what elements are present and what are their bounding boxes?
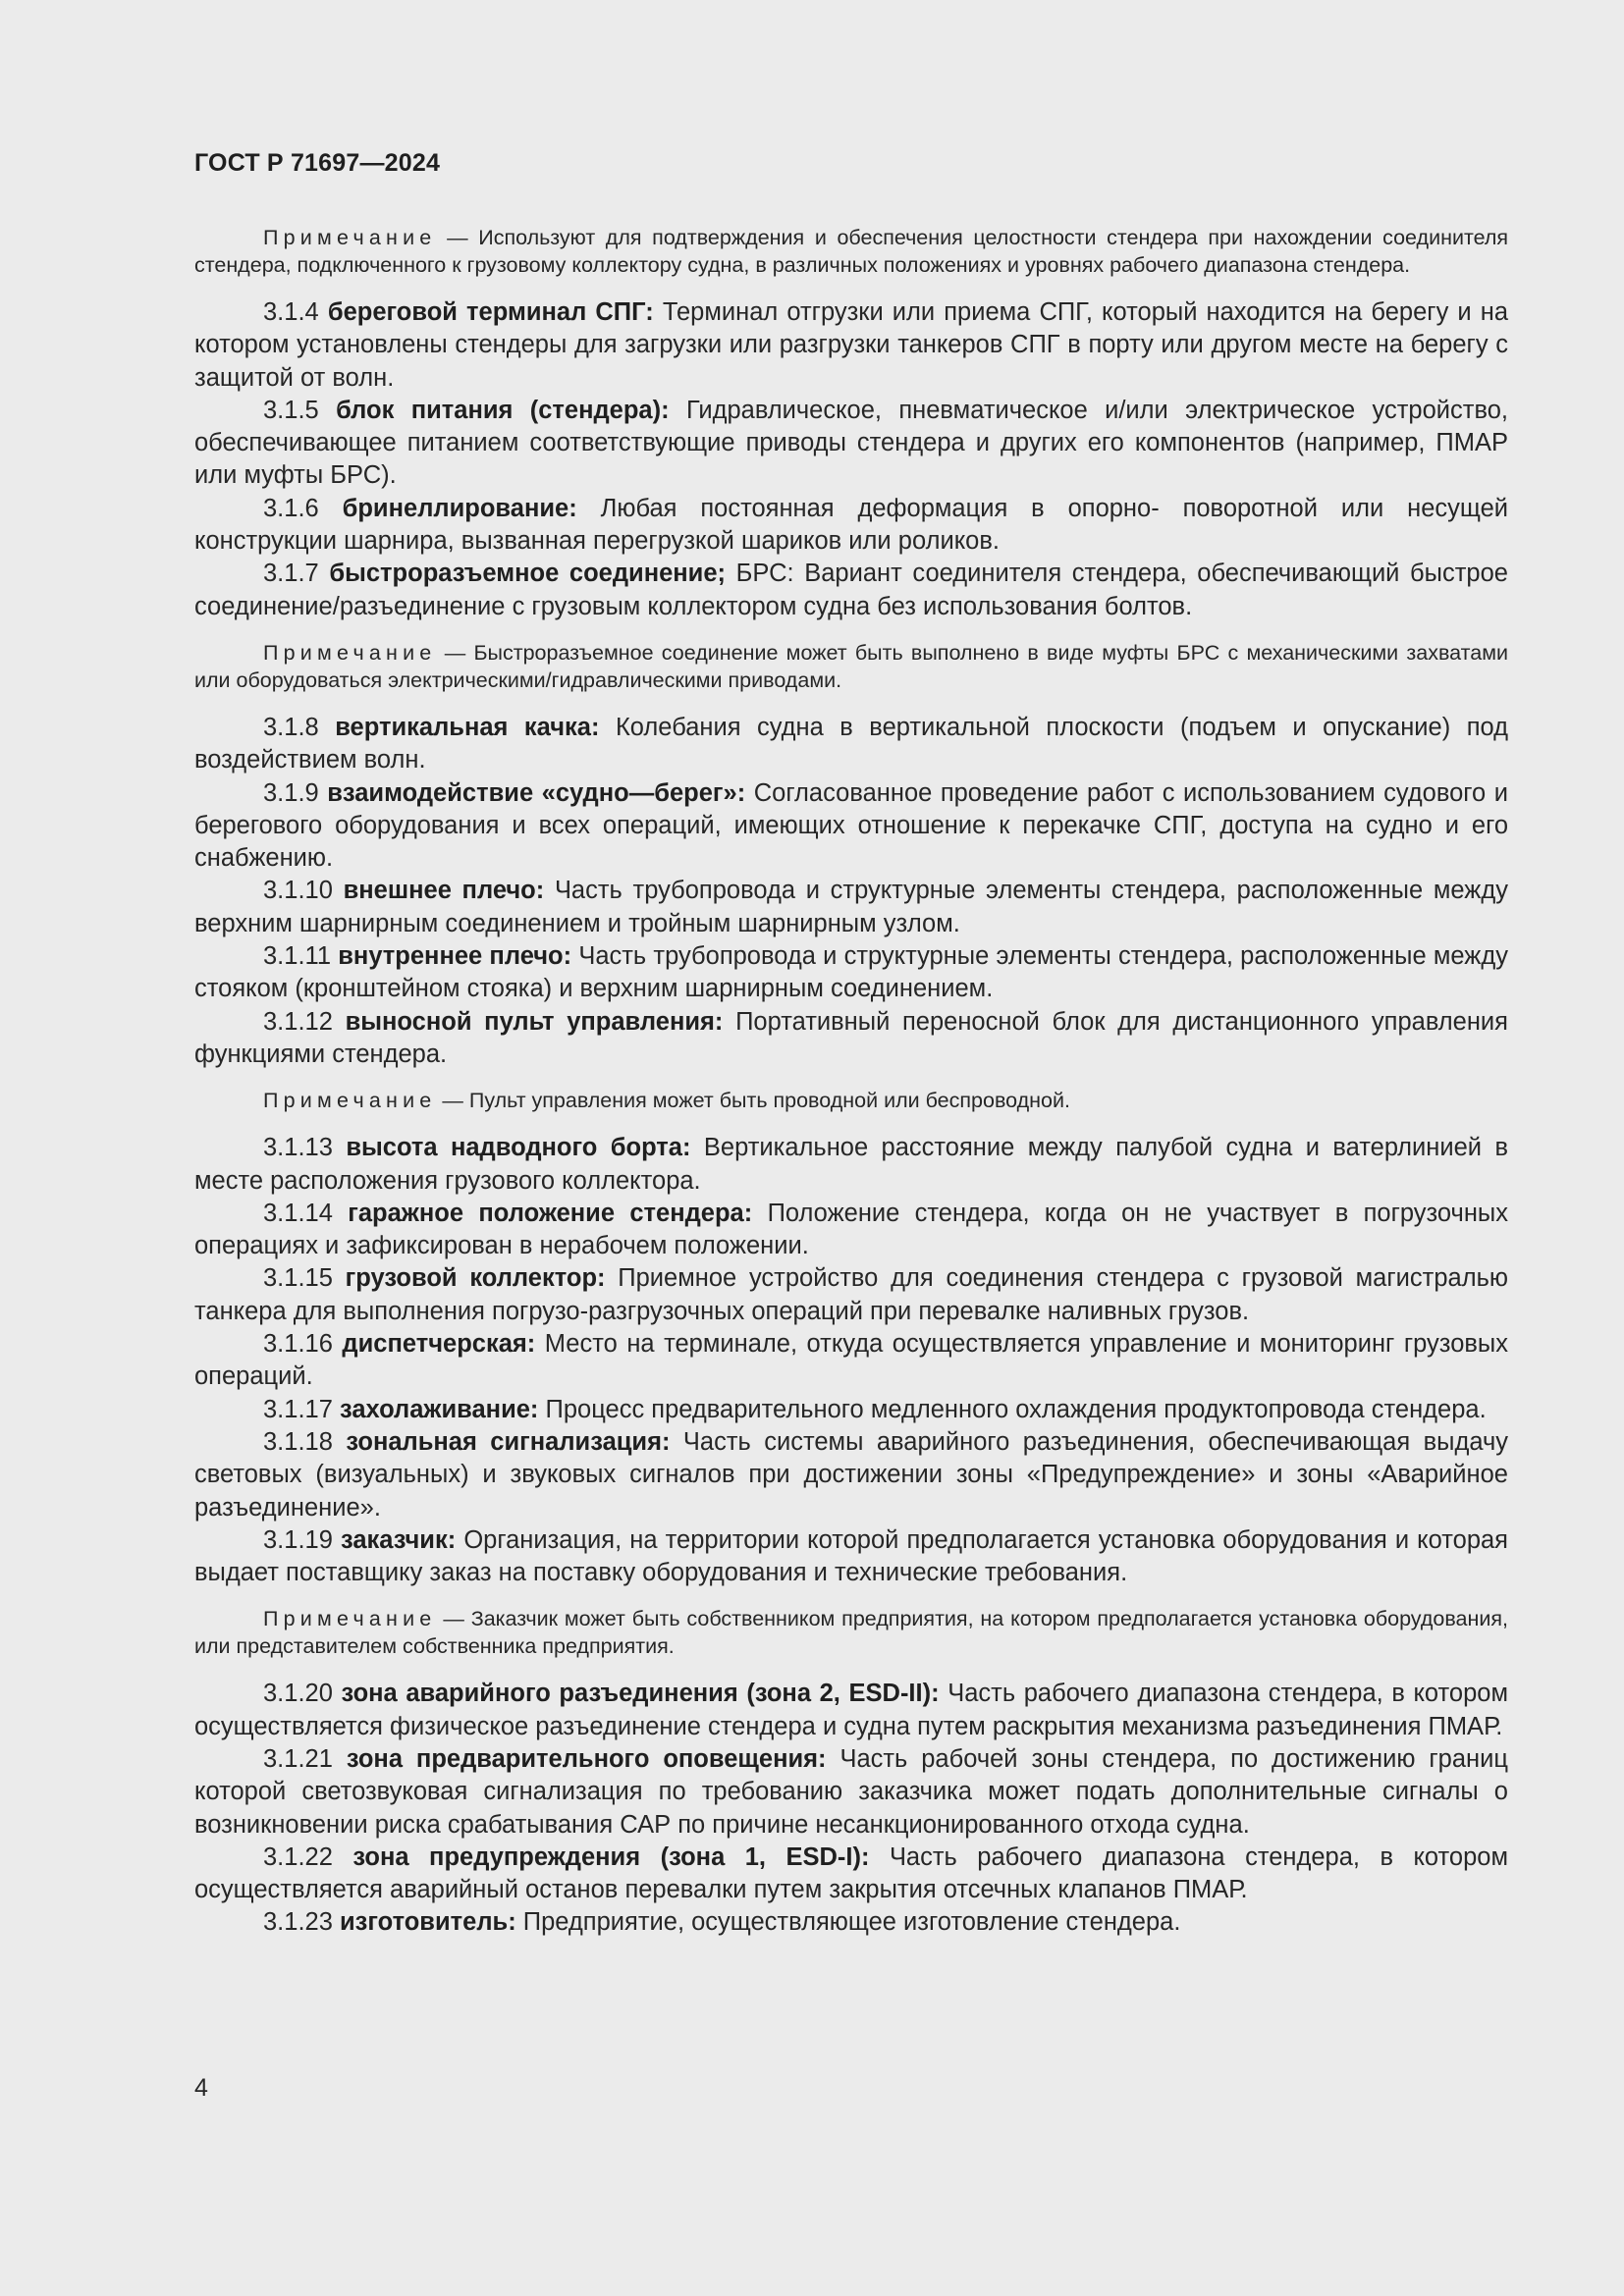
term-text: БРС: Вариант соединителя стендера, обеспечивающий быстрое соединение/разъединение с грузовым коллектором судна без использования болтов. [194, 560, 1508, 620]
term-name: зона предварительного оповещения: [346, 1744, 827, 1773]
term-definition [194, 1842, 1508, 1907]
term-number: 3.1.15 [263, 1264, 333, 1293]
term-name: береговой терминал СПГ: [327, 298, 654, 326]
term-definition [194, 558, 1508, 623]
term-number: 3.1.20 [263, 1680, 333, 1708]
note-dash: — [436, 640, 474, 665]
term-number: 3.1.10 [263, 877, 333, 905]
term-text: Часть трубопровода и структурные элементы стендера, расположенные между верхним шарнирным соединением и тройным шарнирным узлом. [194, 877, 1508, 937]
note-dash: — [436, 1089, 469, 1113]
term-definition [194, 1906, 1508, 1939]
term-definition [194, 296, 1508, 395]
note-text: Быстроразъемное соединение может быть выполнено в виде муфты БРС с механическими захватами или оборудоваться электрическими/гидравлическими приводами. [194, 640, 1508, 692]
term-definition [194, 1006, 1508, 1072]
term-text: Часть рабочего диапазона стендера, в котором осуществляется аварийный останов перевалки путем закрытия отсечных клапанов ПМАР. [194, 1842, 1508, 1904]
term-number: 3.1.22 [263, 1842, 333, 1871]
term-number: 3.1.6 [263, 494, 319, 522]
term-text: Предприятие, осуществляющее изготовление стендера. [522, 1908, 1181, 1937]
note-paragraph [194, 224, 1508, 279]
term-definition [194, 1524, 1508, 1590]
term-text: Вертикальное расстояние между палубой судна и ватерлинией в месте расположения грузового коллектора. [194, 1134, 1508, 1195]
term-name: высота надводного борта: [346, 1134, 691, 1162]
term-text: Портативный переносной блок для дистанционного управления функциями стендера. [194, 1007, 1508, 1068]
term-definition [194, 1132, 1508, 1198]
term-number: 3.1.8 [263, 713, 319, 741]
term-definition [194, 1743, 1508, 1842]
term-number: 3.1.7 [263, 560, 319, 588]
term-text: Организация, на территории которой предполагается установка оборудования и которая выдает поставщику заказ на поставку оборудования и технические требования. [194, 1525, 1508, 1587]
term-text: Гидравлическое, пневматическое и/или электрическое устройство, обеспечивающее питанием соответствующие приводы стендера и других его компонентов (например, ПМАР или муфты БРС). [194, 396, 1508, 490]
term-number: 3.1.19 [263, 1525, 333, 1554]
term-text: Часть системы аварийного разъединения, обеспечивающая выдачу световых (визуальных) и звуковых сигналов при достижении зоны «Предупреждение» и зоны «Аварийное разъединение». [194, 1427, 1508, 1522]
term-number: 3.1.14 [263, 1199, 333, 1227]
term-number: 3.1.13 [263, 1134, 333, 1162]
term-name: захолаживание: [340, 1395, 539, 1423]
note-label: Примечание [263, 226, 437, 249]
note-dash: — [436, 1607, 471, 1631]
page-number: 4 [194, 2074, 208, 2102]
term-number: 3.1.21 [263, 1744, 333, 1773]
term-definition [194, 1328, 1508, 1394]
term-name: выносной пульт управления: [345, 1007, 724, 1036]
term-text: Любая постоянная деформация в опорно- поворотной или несущей конструкции шарнира, вызванная перегрузкой шариков или роликов. [194, 494, 1508, 556]
term-definition [194, 1262, 1508, 1328]
term-text: Часть рабочего диапазона стендера, в котором осуществляется физическое разъединение стендера и судна путем раскрытия механизма разъединения ПМАР. [194, 1680, 1509, 1740]
document-header: ГОСТ Р 71697—2024 [194, 149, 441, 177]
term-name: зональная сигнализация: [346, 1427, 671, 1456]
term-name: грузовой коллектор: [345, 1264, 606, 1293]
term-definition [194, 1198, 1508, 1263]
term-definition [194, 712, 1508, 777]
term-number: 3.1.18 [263, 1427, 333, 1456]
note-paragraph [194, 1605, 1508, 1660]
note-label: Примечание [263, 1607, 437, 1631]
term-text: Место на терминале, откуда осуществляется управление и мониторинг грузовых операций. [194, 1330, 1508, 1391]
term-definition [194, 1394, 1508, 1426]
term-definition [194, 493, 1508, 559]
term-text: Часть трубопровода и структурные элементы стендера, расположенные между стояком (кронштейном стояка) и верхним шарнирным соединением. [194, 942, 1508, 1003]
term-name: заказчик: [341, 1525, 457, 1554]
term-text: Согласованное проведение работ с использованием судового и берегового оборудования и всех операций, имеющих отношение к перекачке СПГ, доступа на судно и его снабжению. [194, 778, 1508, 873]
term-name: взаимодействие «судно—берег»: [327, 778, 746, 807]
term-definition [194, 395, 1508, 493]
note-paragraph [194, 639, 1508, 694]
term-definition [194, 940, 1508, 1006]
term-number: 3.1.12 [263, 1007, 333, 1036]
note-dash: — [436, 226, 479, 249]
term-name: изготовитель: [340, 1908, 516, 1937]
term-text: Приемное устройство для соединения стендера с грузовой магистралью танкера для выполнения погрузо-разгрузочных операций при перевалке наливных грузов. [194, 1264, 1508, 1325]
note-text: Используют для подтверждения и обеспечения целостности стендера при нахождении соединителя стендера, подключенного к грузовому коллектору судна, в различных положениях и уровнях рабочего диапазона стендера. [194, 226, 1509, 277]
term-name: блок питания (стендера): [336, 396, 670, 424]
term-number: 3.1.11 [263, 942, 332, 971]
term-definition [194, 1678, 1508, 1743]
term-number: 3.1.23 [263, 1908, 333, 1937]
term-name: зона аварийного разъединения (зона 2, ESD-II): [341, 1680, 940, 1708]
term-text: Часть рабочей зоны стендера, по достижению границ которой светозвуковая сигнализация по требованию заказчика может подать дополнительные сигналы о возникновении риска срабатывания САР по причине несанкционированного отхода судна. [194, 1744, 1508, 1839]
term-name: вертикальная качка: [335, 713, 600, 741]
term-name: внешнее плечо: [343, 877, 545, 905]
term-definition [194, 777, 1508, 876]
term-text: Терминал отгрузки или приема СПГ, который находится на берегу и на котором установлены стендеры для загрузки или разгрузки танкеров СПГ в порту или другом месте на берегу с защитой от волн. [194, 298, 1509, 392]
document-body [194, 224, 1508, 1940]
note-paragraph [194, 1087, 1508, 1114]
note-label: Примечание [263, 640, 437, 665]
term-name: бринеллирование: [342, 494, 577, 522]
term-definition [194, 875, 1508, 940]
term-definition [194, 1426, 1508, 1524]
term-number: 3.1.17 [263, 1395, 333, 1423]
term-text: Колебания судна в вертикальной плоскости (подъем и опускание) под воздействием волн. [194, 713, 1509, 774]
term-number: 3.1.9 [263, 778, 319, 807]
term-name: быстроразъемное соединение; [329, 560, 727, 588]
term-name: внутреннее плечо: [338, 942, 572, 971]
term-number: 3.1.5 [263, 396, 319, 424]
term-number: 3.1.16 [263, 1330, 333, 1359]
note-text: Заказчик может быть собственником предприятия, на котором предполагается установка оборудования, или представителем собственника предприятия. [194, 1607, 1508, 1659]
term-name: зона предупреждения (зона 1, ESD-I): [352, 1842, 870, 1871]
term-text: Процесс предварительного медленного охлаждения продуктопровода стендера. [545, 1395, 1487, 1423]
term-name: гаражное положение стендера: [348, 1199, 753, 1227]
term-number: 3.1.4 [263, 298, 319, 326]
note-label: Примечание [263, 1089, 437, 1113]
term-text: Положение стендера, когда он не участвует в погрузочных операциях и зафиксирован в нерабочем положении. [194, 1199, 1508, 1260]
term-name: диспетчерская: [342, 1330, 536, 1359]
note-text: Пульт управления может быть проводной или беспроводной. [468, 1089, 1070, 1113]
